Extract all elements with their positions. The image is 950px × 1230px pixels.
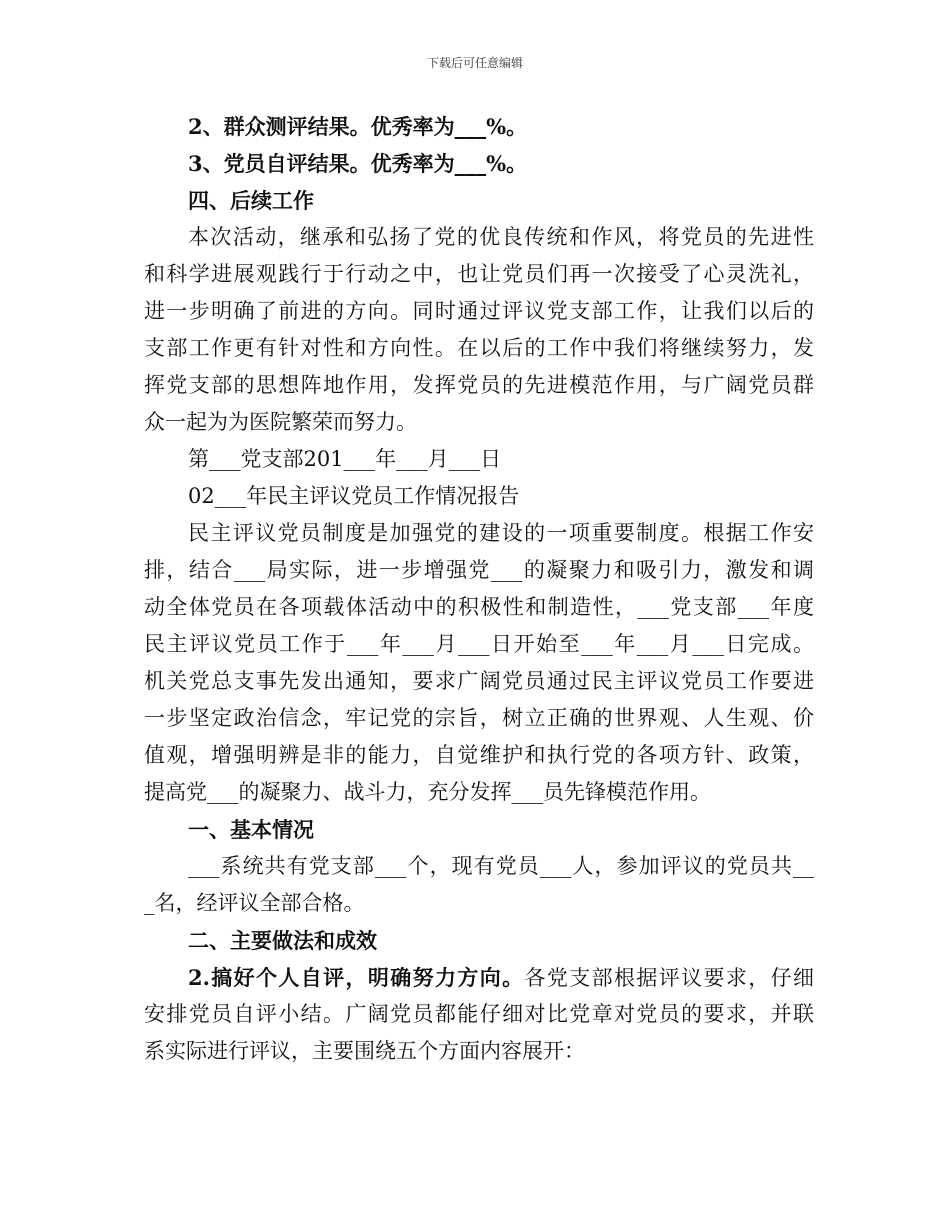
text-line: 第___党支部201___年___月___日 <box>188 447 502 471</box>
text-line <box>144 959 814 996</box>
text-line: 民主评议党员工作于___年___月___日开始至___年___月___日完成。 <box>144 632 814 656</box>
bold-lead-phrase: 2.搞好个人自评，明确努力方向。 <box>188 965 525 990</box>
text-line: _名，经评议全部合格。 <box>144 891 365 915</box>
text-line: 值观，增强明辨是非的能力，自觉维护和执行党的各项方针、政策， <box>144 743 814 767</box>
page-header: 下载后可任意编辑 <box>426 56 523 70</box>
text-line: 02___年民主评议党员工作情况报告 <box>188 484 520 508</box>
text-line: 系实际进行评议，主要围绕五个方面内容展开： <box>144 1039 585 1063</box>
text-line: 进一步明确了前进的方向。同时通过评议党支部工作，让我们以后的 <box>144 299 814 323</box>
text-line: 动全体党员在各项载体活动中的积极性和制造性，___党支部___年度 <box>144 595 814 619</box>
text-line: 挥党支部的思想阵地作用，发挥党员的先进模范作用，与广阔党员群 <box>144 373 814 397</box>
text-line: 排，结合___局实际，进一步增强党___的凝聚力和吸引力，激发和调 <box>144 558 814 582</box>
text-line: 2、群众测评结果。优秀率为___%。 <box>188 114 528 139</box>
text-line: 提高党___的凝聚力、战斗力，充分发挥___员先锋模范作用。 <box>144 780 711 804</box>
text-line: 机关党总支事先发出通知，要求广阔党员通过民主评议党员工作要进 <box>144 669 814 693</box>
document-body <box>144 108 814 1070</box>
text-line: 3、党员自评结果。优秀率为___%。 <box>188 151 528 176</box>
text-line: 民主评议党员制度是加强党的建设的一项重要制度。根据工作安 <box>188 521 814 545</box>
text-line: 四、后续工作 <box>188 188 314 213</box>
text-line: ___系统共有党支部___个，现有党员___人，参加评议的党员共__ <box>188 854 814 878</box>
text-line: 和科学进展观践行于行动之中，也让党员们再一次接受了心灵洗礼， <box>144 262 814 286</box>
text-line: 支部工作更有针对性和方向性。在以后的工作中我们将继续努力，发 <box>144 336 814 360</box>
line-rest: 各党支部根据评议要求，仔细 <box>524 966 814 990</box>
text-line: 本次活动，继承和弘扬了党的优良传统和作风，将党员的先进性 <box>188 225 814 249</box>
text-line: 二、主要做法和成效 <box>188 928 377 953</box>
text-line: 众一起为为医院繁荣而努力。 <box>144 410 417 434</box>
text-line: 一、基本情况 <box>188 817 314 842</box>
text-line: 安排党员自评小结。广阔党员都能仔细对比党章对党员的要求，并联 <box>144 1002 814 1026</box>
text-line: 一步坚定政治信念，牢记党的宗旨，树立正确的世界观、人生观、价 <box>144 706 814 730</box>
